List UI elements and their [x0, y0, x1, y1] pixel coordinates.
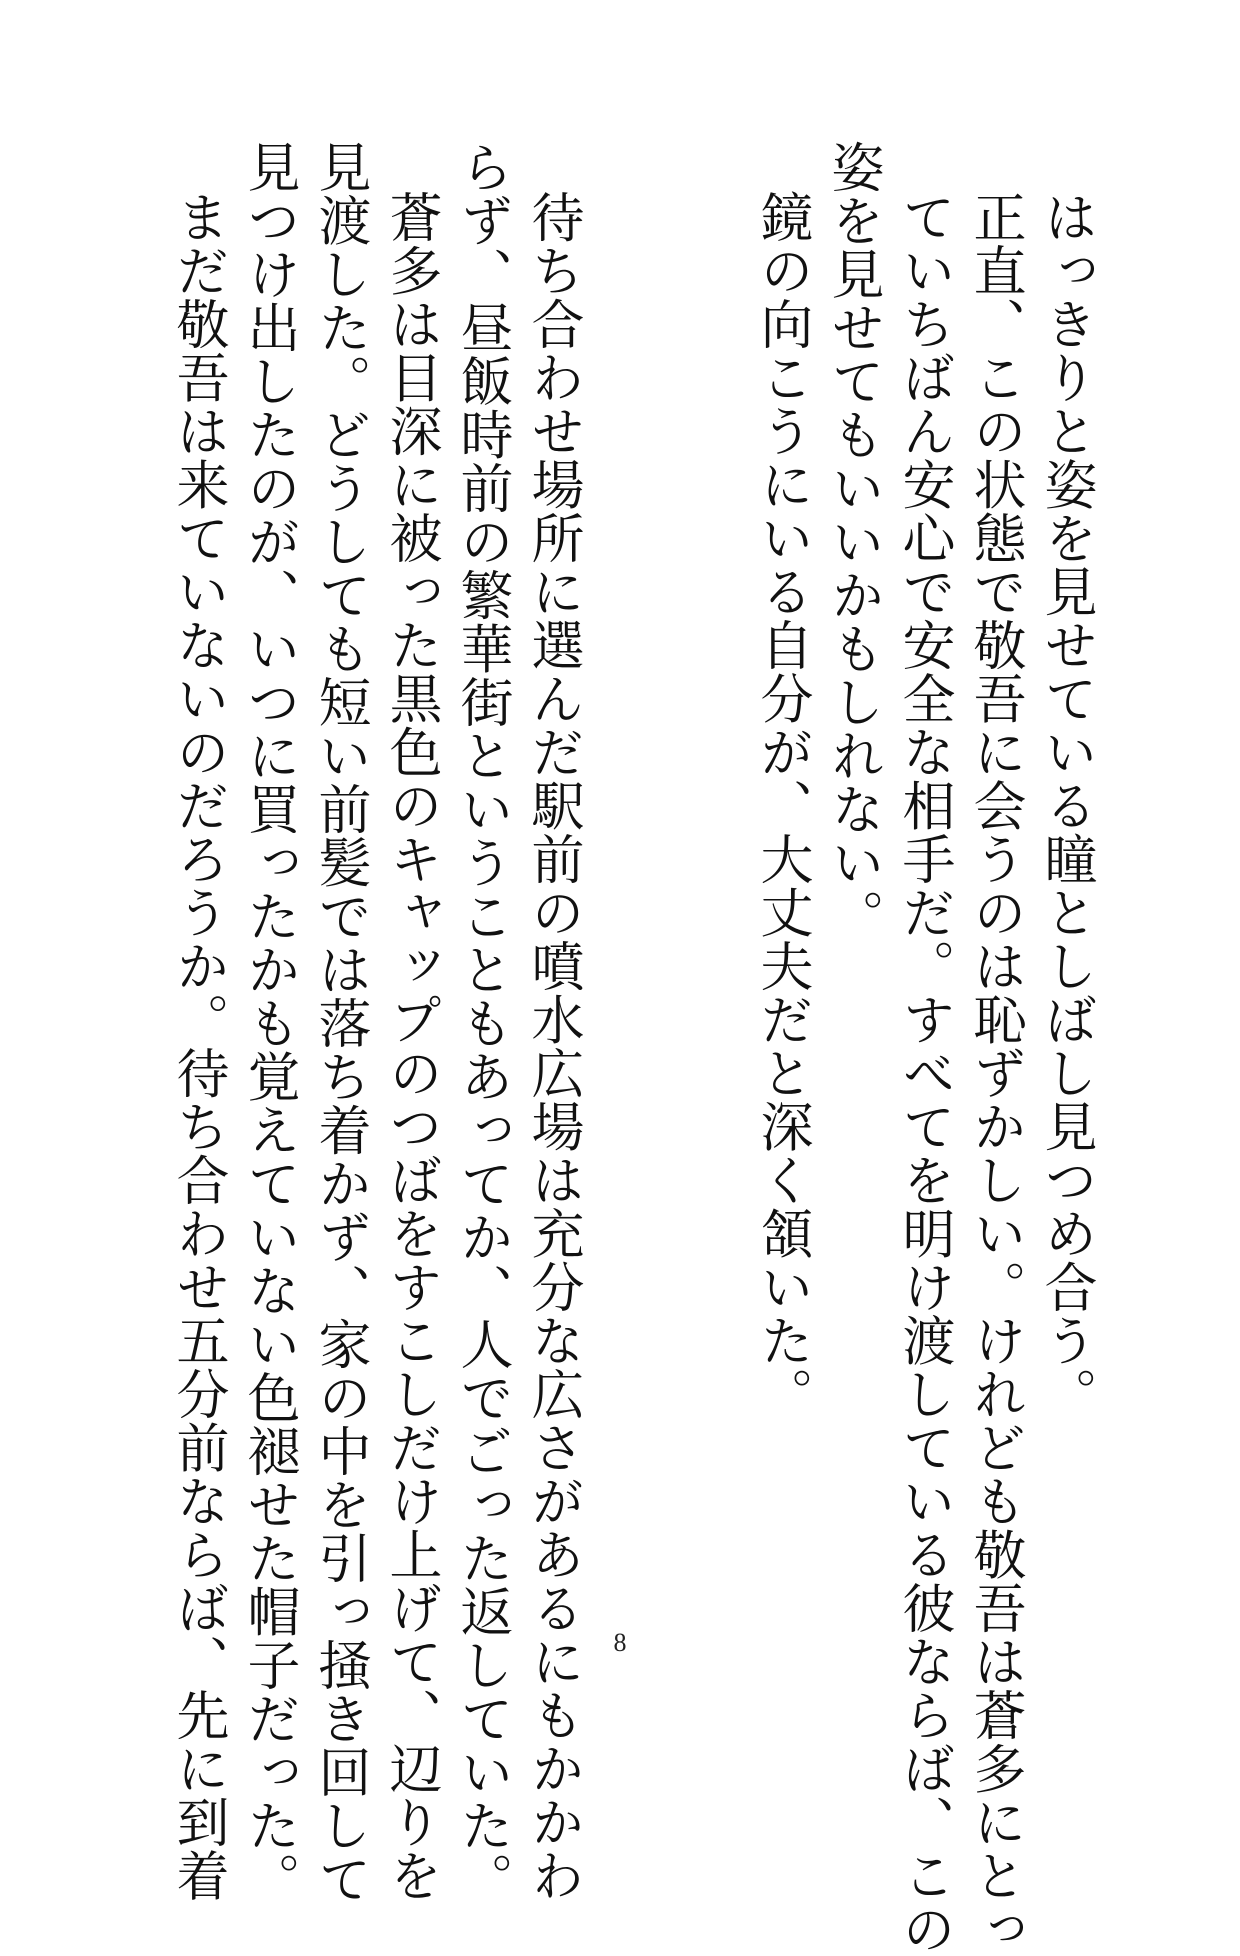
text-line-4: 姿を見せてもいいかもしれない。	[823, 140, 884, 943]
text-line-5: 鏡の向こうにいる自分が、大丈夫だと深く頷いた。	[752, 190, 813, 1421]
text-line-6: 待ち合わせ場所に選んだ駅前の噴水広場は充分な広さがあるにもかかわ	[523, 190, 584, 1902]
text-line-9: 見渡した。どうしても短い前髪では落ち着かず、家の中を引っ掻き回して	[310, 140, 371, 1906]
text-line-1: はっきりと姿を見せている瞳としばし見つめ合う。	[1036, 190, 1097, 1421]
text-line-10: 見つけ出したのが、いつに買ったかも覚えていない色褪せた帽子だった。	[239, 140, 300, 1906]
text-line-7: らず、昼飯時前の繁華街ということもあってか、人でごった返していた。	[452, 140, 513, 1906]
page-number: 8	[613, 1628, 627, 1657]
text-line-8: 蒼多は目深に被った黒色のキャップのつばをすこしだけ上げて、辺りを	[381, 190, 442, 1902]
text-line-2: 正直、この状態で敬吾に会うのは恥ずかしい。けれども敬吾は蒼多にとっ	[965, 190, 1026, 1956]
text-line-11: まだ敬吾は来ていないのだろうか。待ち合わせ五分前ならば、先に到着	[168, 190, 229, 1902]
text-line-3: ていちばん安心で安全な相手だ。すべてを明け渡している彼ならば、この	[894, 190, 955, 1956]
